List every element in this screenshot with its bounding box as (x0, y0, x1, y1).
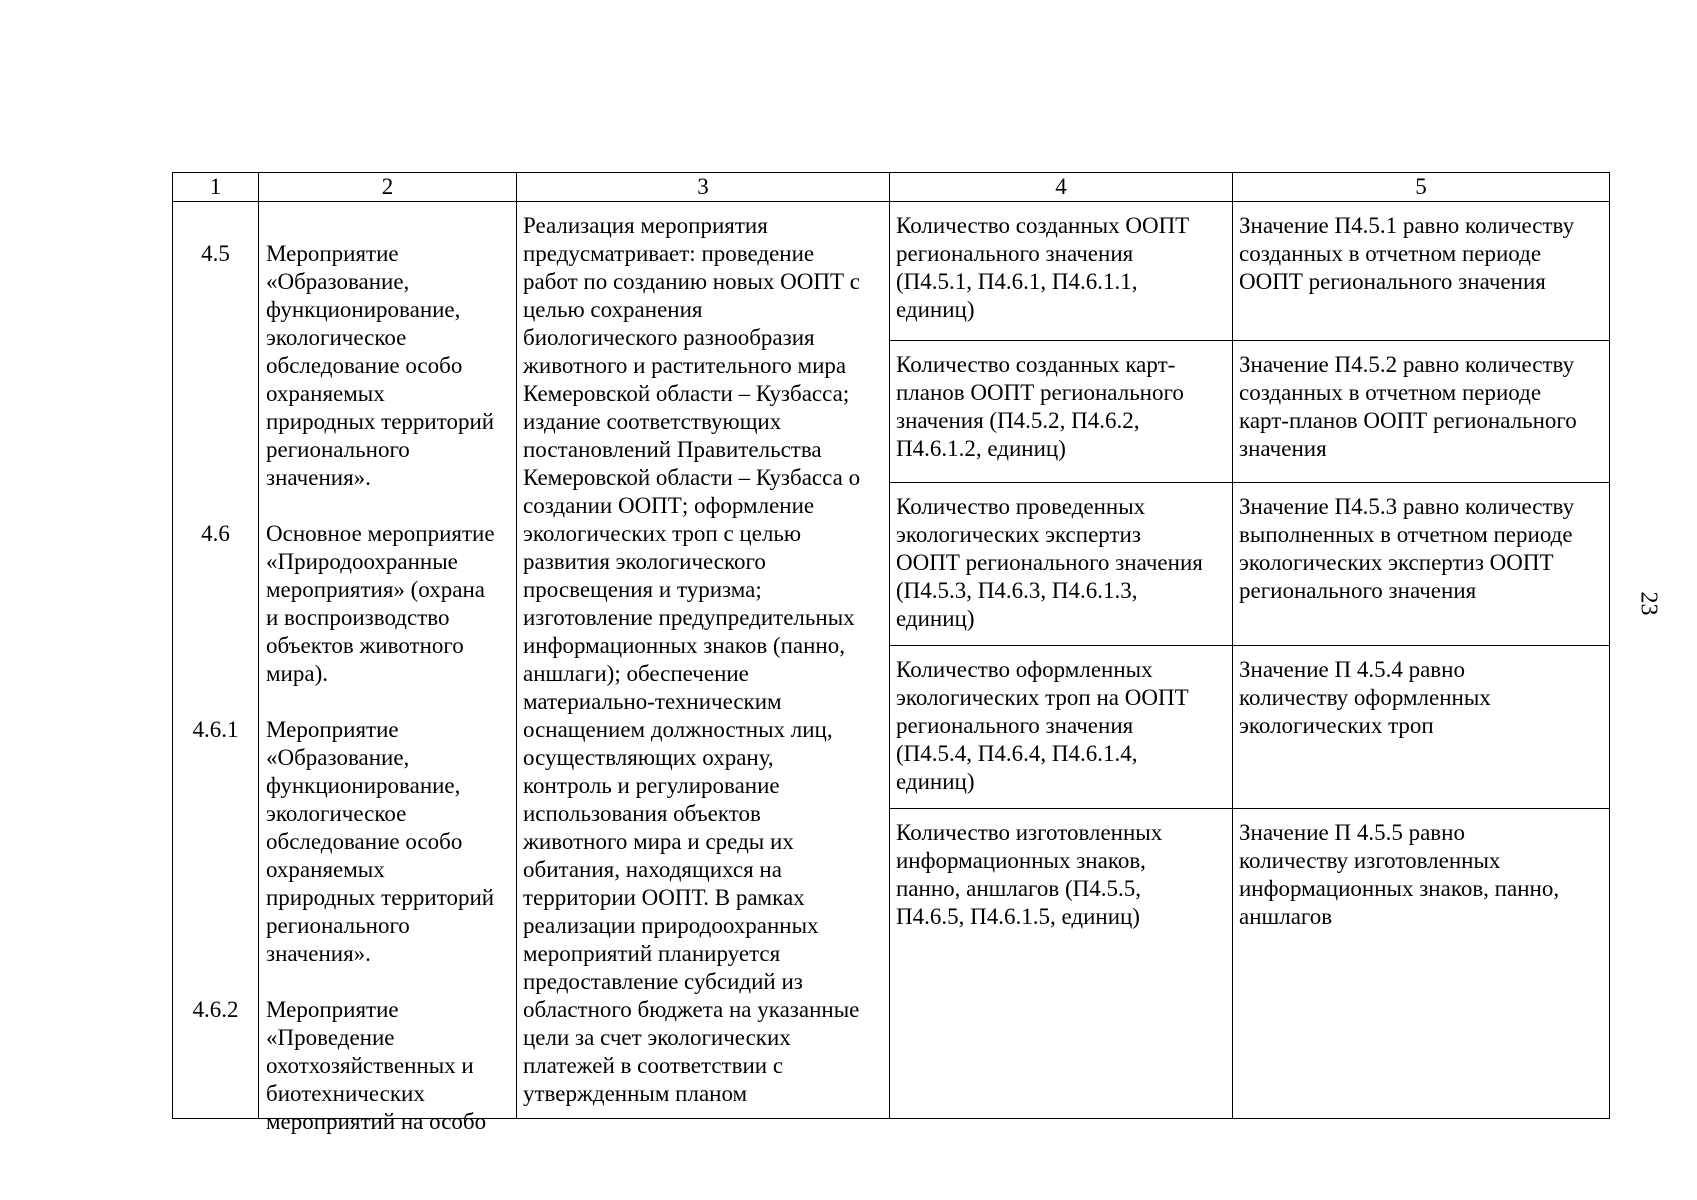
indicator-formula (1233, 809, 1610, 1119)
header-col-2: 2 (259, 173, 517, 202)
text-line: контроль и регулирование (523, 773, 780, 798)
text-line: обследование особо (266, 829, 463, 854)
description-column (517, 202, 890, 1119)
measure-name (266, 520, 512, 688)
text-line: Кемеровской области – Кузбасса о (523, 465, 861, 490)
text-line: функционирование, (266, 297, 461, 322)
text-line: экологических экспертиз ООПТ (1239, 550, 1554, 575)
text-line: областного бюджета на указанные (523, 997, 860, 1022)
text-line: экологических троп на ООПТ (896, 685, 1189, 710)
text-line: (П4.5.3, П4.6.3, П4.6.1.3, (896, 578, 1138, 603)
text-line: значения (1239, 436, 1327, 461)
text-line: экологическое (266, 801, 407, 826)
text-line: Количество созданных ООПТ (896, 213, 1190, 238)
measure-column (259, 202, 517, 1134)
text-line: и воспроизводство (266, 605, 450, 630)
text-line: регионального значения (896, 241, 1134, 266)
text-line: Количество оформленных (896, 657, 1153, 682)
measure-name (266, 716, 512, 968)
text-line: «Природоохранные (266, 549, 458, 574)
text-line: Количество изготовленных (896, 820, 1163, 845)
text-line: значения». (266, 465, 371, 490)
text-line: Основное мероприятие (266, 521, 495, 546)
text-line: выполненных в отчетном периоде (1239, 522, 1573, 547)
text-line: охраняемых (266, 381, 385, 406)
indicator-formula (1233, 483, 1610, 646)
text-line: Мероприятие (266, 717, 399, 742)
text-line: информационных знаков (панно, (523, 633, 845, 658)
text-line: регионального (266, 437, 410, 462)
number-column (173, 202, 259, 1119)
indicator-name (890, 646, 1233, 809)
text-line: утвержденным планом (523, 1081, 748, 1106)
text-line: экологическое (266, 325, 407, 350)
text-line: изготовление предупредительных (523, 605, 855, 630)
text-line: Значение П4.5.1 равно количеству (1239, 213, 1575, 238)
text-line: обитания, находящихся на (523, 857, 782, 882)
header-row (173, 173, 1610, 202)
text-line: биотехнических (266, 1081, 425, 1106)
text-line: природных территорий (266, 409, 495, 434)
text-line: мира). (266, 661, 328, 686)
header-col-1: 1 (173, 173, 259, 202)
measure-name (266, 996, 512, 1136)
text-line: планов ООПТ регионального (896, 380, 1184, 405)
text-line: реализации природоохранных (523, 913, 819, 938)
text-line: количеству изготовленных (1239, 848, 1501, 873)
text-line: материально-техническим (523, 689, 782, 714)
text-line: регионального значения (1239, 578, 1477, 603)
text-line: предусматривает: проведение (523, 241, 815, 266)
measure-name (266, 240, 512, 492)
item-number: 4.6.2 (192, 997, 239, 1022)
indicator-row (173, 202, 1610, 341)
text-line: целью сохранения (523, 297, 703, 322)
text-line: Количество созданных карт- (896, 352, 1176, 377)
text-line: цели за счет экологических (523, 1025, 791, 1050)
text-line: создании ООПТ; оформление (523, 493, 815, 518)
text-line: объектов животного (266, 633, 464, 658)
text-line: охраняемых (266, 857, 385, 882)
text-line: «Образование, (266, 745, 410, 770)
text-line: издание соответствующих (523, 409, 782, 434)
text-line: ООПТ регионального значения (1239, 269, 1546, 294)
text-line: обследование особо (266, 353, 463, 378)
text-line: ООПТ регионального значения (896, 550, 1203, 575)
text-line: предоставление субсидий из (523, 969, 803, 994)
text-line: количеству оформленных (1239, 685, 1491, 710)
text-line: «Проведение (266, 1025, 395, 1050)
text-line: Мероприятие (266, 241, 399, 266)
text-line: экологических экспертиз (896, 522, 1141, 547)
text-line: созданных в отчетном периоде (1239, 380, 1542, 405)
text-line: природных территорий (266, 885, 495, 910)
text-line: аншлаги); обеспечение (523, 661, 749, 686)
indicator-formula (1233, 202, 1610, 341)
text-line: информационных знаков, панно, (1239, 876, 1560, 901)
text-line: значения». (266, 941, 371, 966)
text-line: созданных в отчетном периоде (1239, 241, 1542, 266)
item-number: 4.6 (201, 521, 230, 546)
text-line: информационных знаков, (896, 848, 1146, 873)
text-line: карт-планов ООПТ регионального (1239, 408, 1577, 433)
text-line: панно, аншлагов (П4.5.5, (896, 876, 1142, 901)
text-line: (П4.5.4, П4.6.4, П4.6.1.4, (896, 741, 1138, 766)
item-number: 4.6.1 (192, 717, 239, 742)
text-line: П4.6.1.2, единиц) (896, 436, 1066, 461)
text-line: платежей в соответствии с (523, 1053, 784, 1078)
header-col-5: 5 (1233, 173, 1610, 202)
item-number: 4.5 (201, 241, 230, 266)
text-line: значения (П4.5.2, П4.6.2, (896, 408, 1140, 433)
text-line: территории ООПТ. В рамках (523, 885, 805, 910)
text-line: П4.6.5, П4.6.1.5, единиц) (896, 904, 1140, 929)
text-line: охотхозяйственных и (266, 1053, 474, 1078)
text-line: мероприятия» (охрана (266, 577, 485, 602)
text-line: использования объектов (523, 801, 761, 826)
indicator-name (890, 809, 1233, 1119)
text-line: развития экологического (523, 549, 766, 574)
indicator-name (890, 341, 1233, 483)
indicator-formula (1233, 341, 1610, 483)
text-line: регионального (266, 913, 410, 938)
text-line: животного и растительного мира (523, 353, 847, 378)
text-line: мероприятий планируется (523, 941, 781, 966)
text-line: Количество проведенных (896, 494, 1146, 519)
text-line: единиц) (896, 606, 975, 631)
text-line: биологического разнообразия (523, 325, 815, 350)
text-line: оснащением должностных лиц, (523, 717, 833, 742)
text-line: работ по созданию новых ООПТ с (523, 269, 861, 294)
text-line: мероприятий на особо (266, 1109, 487, 1134)
text-line: функционирование, (266, 773, 461, 798)
text-line: «Образование, (266, 269, 410, 294)
text-line: постановлений Правительства (523, 437, 822, 462)
text-line: Значение П 4.5.4 равно (1239, 657, 1465, 682)
text-line: (П4.5.1, П4.6.1, П4.6.1.1, (896, 269, 1138, 294)
indicator-name (890, 202, 1233, 341)
text-line: Реализация мероприятия (523, 213, 768, 238)
page-number: 23 (1635, 591, 1662, 616)
indicator-formula (1233, 646, 1610, 809)
text-line: животного мира и среды их (523, 829, 794, 854)
indicator-name (890, 483, 1233, 646)
text-line: экологических троп (1239, 713, 1434, 738)
text-line: единиц) (896, 297, 975, 322)
text-line: экологических троп с целью (523, 521, 802, 546)
header-col-3: 3 (517, 173, 890, 202)
text-line: Значение П4.5.3 равно количеству (1239, 494, 1575, 519)
header-col-4: 4 (890, 173, 1233, 202)
text-line: регионального значения (896, 713, 1134, 738)
text-line: Значение П4.5.2 равно количеству (1239, 352, 1575, 377)
text-line: единиц) (896, 769, 975, 794)
text-line: Значение П 4.5.5 равно (1239, 820, 1465, 845)
text-line: аншлагов (1239, 904, 1333, 929)
program-table (172, 172, 1610, 1134)
text-line: Кемеровской области – Кузбасса; (523, 381, 850, 406)
text-line: просвещения и туризма; (523, 577, 762, 602)
text-line: Мероприятие (266, 997, 399, 1022)
text-line: осуществляющих охрану, (523, 745, 774, 770)
